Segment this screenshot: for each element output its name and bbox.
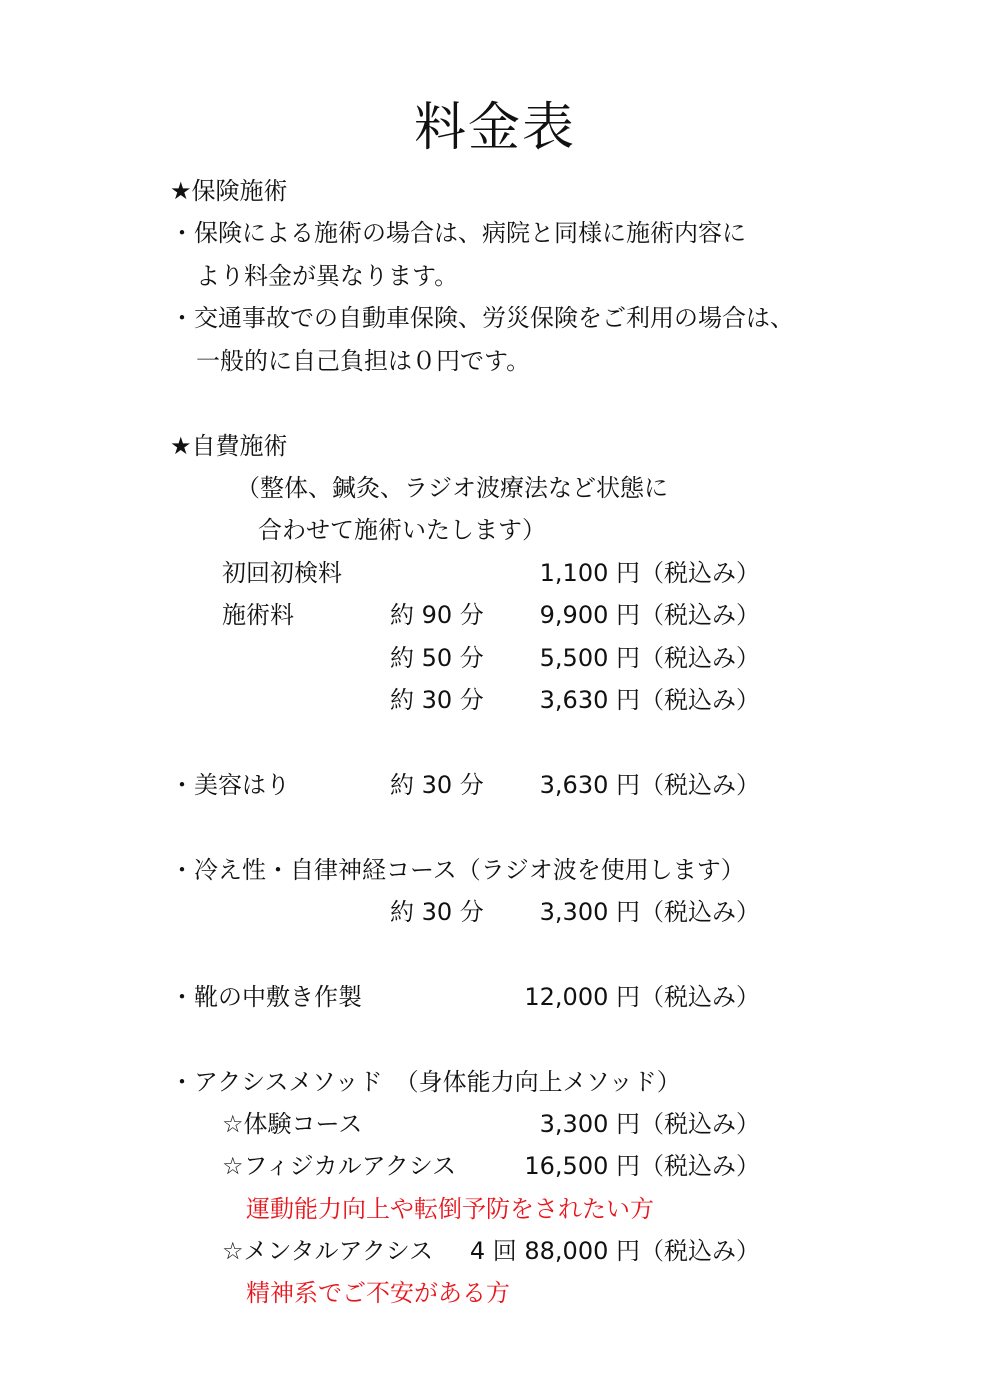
- axis-item-name: ☆メンタルアクシス: [222, 1237, 434, 1265]
- price-item-name: 施術料: [222, 601, 294, 629]
- price-value: 3,630 円（税込み）: [539, 686, 760, 714]
- axis-item-note: 運動能力向上や転倒予防をされたい方: [246, 1195, 654, 1223]
- price-duration: 約 30 分: [390, 771, 484, 799]
- axis-item-name: ☆フィジカルアクシス: [222, 1152, 457, 1180]
- price-value: 1,100 円（税込み）: [539, 559, 760, 587]
- price-value: 9,900 円（税込み）: [539, 601, 760, 629]
- beauty-item-name: ・美容はり: [170, 771, 290, 799]
- insurance-line: 一般的に自己負担は０円です。: [196, 347, 531, 375]
- price-item-name: 初回初検料: [222, 559, 342, 587]
- price-duration: 約 90 分: [390, 601, 484, 629]
- price-value: 4 回 88,000 円（税込み）: [469, 1237, 760, 1265]
- self-pay-note: （整体、鍼灸、ラジオ波療法など状態に: [236, 474, 668, 502]
- autonomic-item-name: ・冷え性・自律神経コース（ラジオ波を使用します）: [170, 856, 745, 884]
- price-value: 3,630 円（税込み）: [539, 771, 760, 799]
- price-value: 3,300 円（税込み）: [539, 1110, 760, 1138]
- axis-item-note: 精神系でご不安がある方: [246, 1279, 510, 1307]
- insurance-line: より料金が異なります。: [196, 262, 459, 290]
- axis-heading: ・アクシスメソッド （身体能力向上メソッド）: [170, 1068, 681, 1096]
- insole-item-name: ・靴の中敷き作製: [170, 983, 362, 1011]
- insurance-heading: ★保険施術: [170, 177, 288, 205]
- axis-item-name: ☆体験コース: [222, 1110, 363, 1138]
- insurance-line: ・保険による施術の場合は、病院と同様に施術内容に: [170, 219, 746, 247]
- price-value: 5,500 円（税込み）: [539, 644, 760, 672]
- price-value: 3,300 円（税込み）: [539, 898, 760, 926]
- self-pay-note: 合わせて施術いたします）: [258, 516, 546, 544]
- price-duration: 約 30 分: [390, 898, 484, 926]
- insurance-line: ・交通事故での自動車保険、労災保険をご利用の場合は、: [170, 304, 794, 332]
- price-value: 12,000 円（税込み）: [524, 983, 760, 1011]
- page-title: 料金表: [413, 98, 576, 158]
- price-duration: 約 30 分: [390, 686, 484, 714]
- price-value: 16,500 円（税込み）: [524, 1152, 760, 1180]
- self-pay-heading: ★自費施術: [170, 432, 288, 460]
- price-duration: 約 50 分: [390, 644, 484, 672]
